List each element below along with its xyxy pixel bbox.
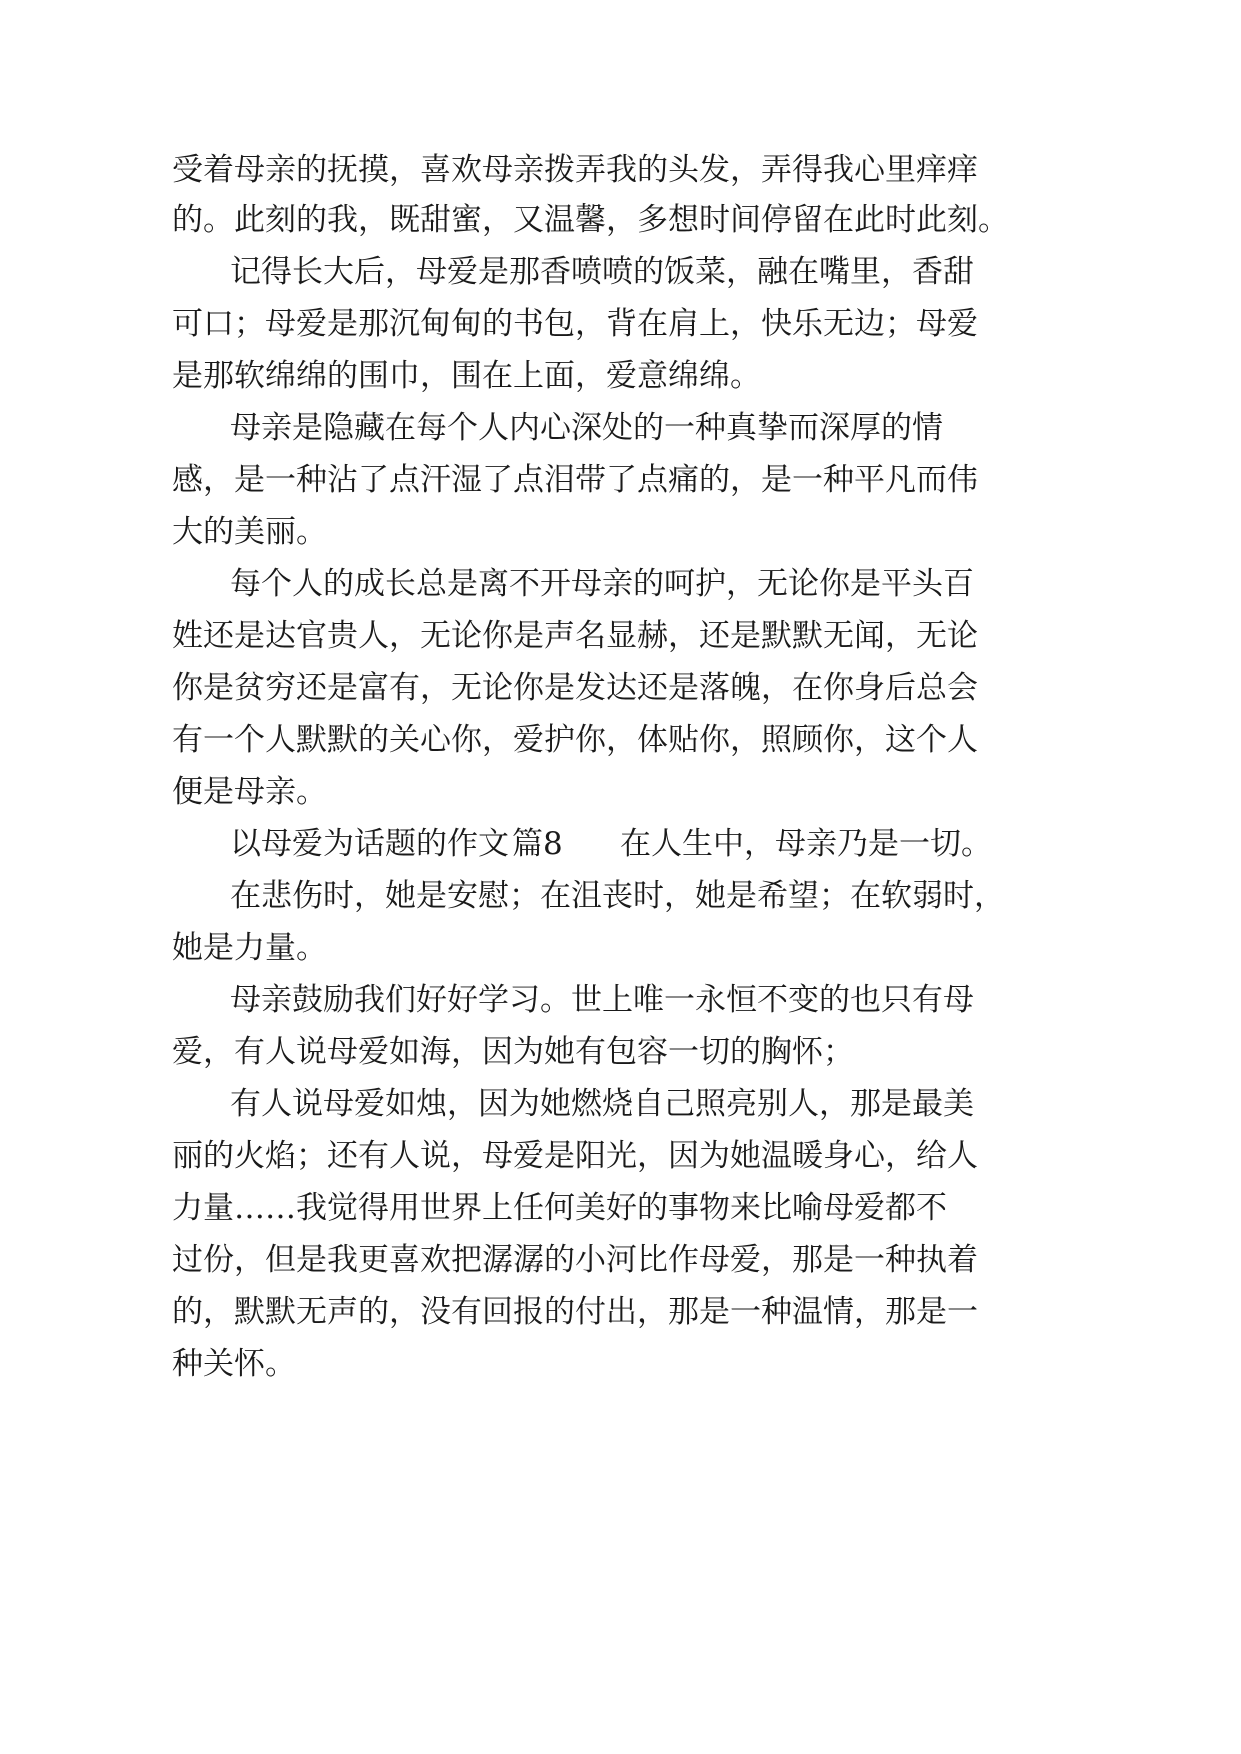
text-line: 她是力量。 bbox=[172, 930, 327, 966]
paragraph-start-line: 记得长大后，母爱是那香喷喷的饭菜，融在嘴里，香甜 bbox=[230, 254, 974, 290]
text-line: 受着母亲的抚摸，喜欢母亲拨弄我的头发，弄得我心里痒痒 bbox=[172, 152, 978, 188]
section-label: 篇8 bbox=[512, 826, 563, 862]
paragraph-start-line: 每个人的成长总是离不开母亲的呵护，无论你是平头百 bbox=[230, 566, 974, 602]
text-line: 过份，但是我更喜欢把潺潺的小河比作母爱，那是一种执着 bbox=[172, 1242, 978, 1278]
text-line: 力量……我觉得用世界上任何美好的事物来比喻母爱都不 bbox=[172, 1190, 947, 1226]
paragraph-start-line: 有人说母爱如烛，因为她燃烧自己照亮别人，那是最美 bbox=[230, 1086, 974, 1122]
text-line: 可口；母爱是那沉甸甸的书包，背在肩上，快乐无边；母爱 bbox=[172, 306, 978, 342]
text-line: 的。此刻的我，既甜蜜，又温馨，多想时间停留在此时此刻。 bbox=[172, 202, 1009, 238]
essay-title: 以母爱为话题的作文 bbox=[230, 826, 509, 862]
text-line: 种关怀。 bbox=[172, 1346, 296, 1382]
paragraph-start-line: 母亲鼓励我们好好学习。世上唯一永恒不变的也只有母 bbox=[230, 982, 974, 1018]
paragraph-start-line: 母亲是隐藏在每个人内心深处的一种真挚而深厚的情 bbox=[230, 410, 943, 446]
text-line: 丽的火焰；还有人说，母爱是阳光，因为她温暖身心，给人 bbox=[172, 1138, 978, 1174]
paragraph-start-line: 在悲伤时，她是安慰；在沮丧时，她是希望；在软弱时， bbox=[230, 878, 1005, 914]
text-line: 爱，有人说母爱如海，因为她有包容一切的胸怀； bbox=[172, 1034, 854, 1070]
text-line: 的，默默无声的，没有回报的付出，那是一种温情，那是一 bbox=[172, 1294, 978, 1330]
text-line: 大的美丽。 bbox=[172, 514, 327, 550]
text-line: 你是贫穷还是富有，无论你是发达还是落魄，在你身后总会 bbox=[172, 670, 978, 706]
text-line: 是那软绵绵的围巾，围在上面，爱意绵绵。 bbox=[172, 358, 761, 394]
text-line: 姓还是达官贵人，无论你是声名显赫，还是默默无闻，无论 bbox=[172, 618, 978, 654]
text-line: 有一个人默默的关心你，爱护你，体贴你，照顾你，这个人 bbox=[172, 722, 978, 758]
text-line: 感，是一种沾了点汗湿了点泪带了点痛的，是一种平凡而伟 bbox=[172, 462, 978, 498]
text-line: 便是母亲。 bbox=[172, 774, 327, 810]
paragraph-start-line: 在人生中，母亲乃是一切。 bbox=[620, 826, 992, 862]
